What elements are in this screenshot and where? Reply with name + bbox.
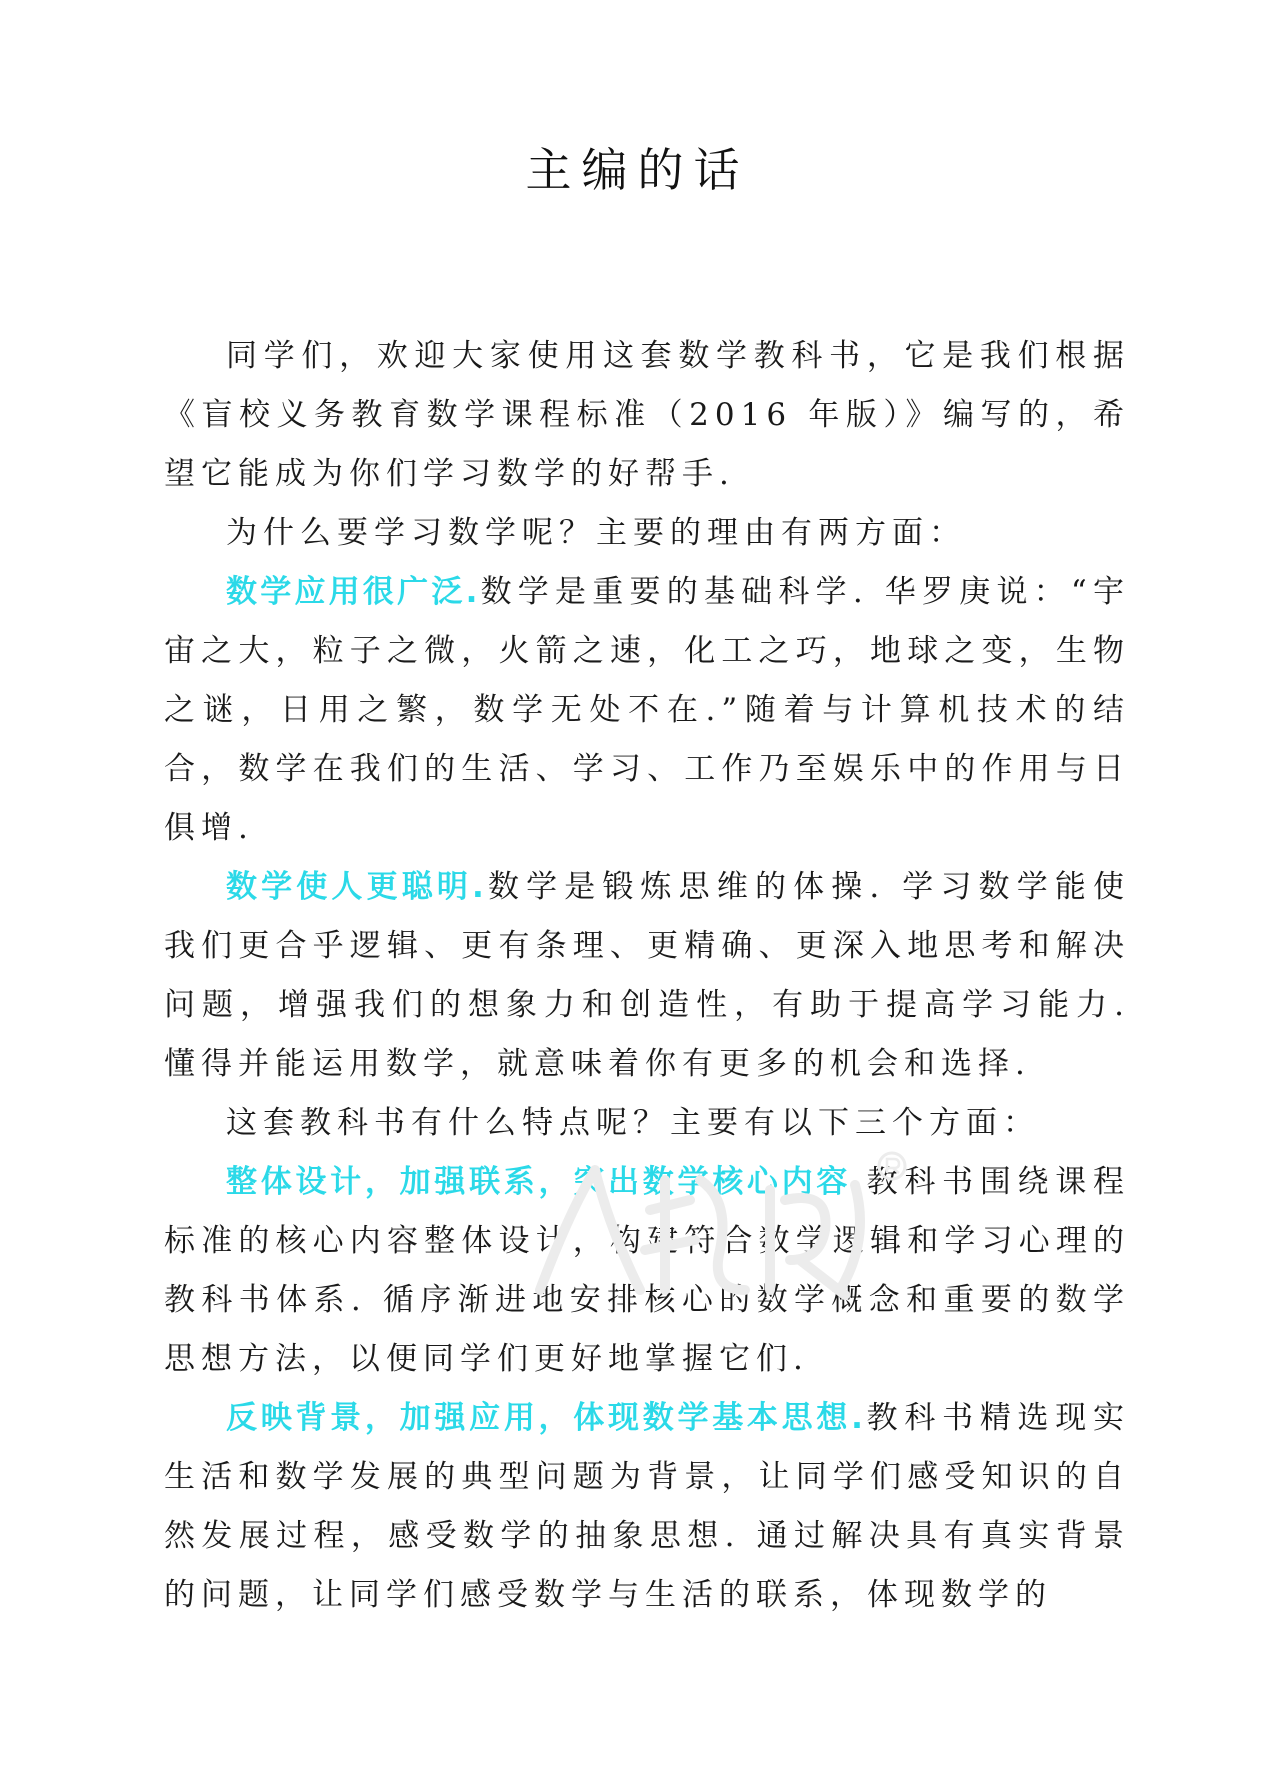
- paragraph-7-highlight: 反映背景，加强应用，体现数学基本思想.: [226, 1400, 866, 1436]
- paragraph-4-highlight: 数学使人更聪明.: [226, 869, 487, 905]
- paragraph-3-text: 数学是重要的基础科学. 华罗庚说：“宇宙之大，粒子之微，火箭之速，化工之巧，地球之变，生物之谜，日用之繁，数学无处不在.”随着与计算机技术的结合，数学在我们的生活、学习、工作乃至娱乐中的作用与日俱增.: [164, 574, 1130, 846]
- paragraph-7: [164, 1389, 1130, 1625]
- body-text: [164, 327, 1130, 1625]
- page-title: 主编的话: [525, 143, 750, 197]
- paragraph-1-text: 同学们，欢迎大家使用这套数学教科书，它是我们根据《盲校义务教育数学课程标准（2016 年版）》编写的，希望它能成为你们学习数学的好帮手.: [164, 338, 1130, 492]
- paragraph-6-text: 教科书围绕课程标准的核心内容整体设计，构建符合数学逻辑和学习心理的教科书体系. 循序渐进地安排核心的数学概念和重要的数学思想方法，以便同学们更好地掌握它们.: [164, 1164, 1131, 1377]
- paragraph-3: [164, 563, 1130, 858]
- paragraph-4: [164, 858, 1130, 1094]
- paragraph-6-highlight: 整体设计，加强联系，突出数学核心内容.: [226, 1164, 866, 1200]
- paragraph-1: [164, 327, 1130, 504]
- paragraph-2: [164, 504, 1130, 563]
- paragraph-2-text: 为什么要学习数学呢？主要的理由有两方面：: [226, 515, 966, 551]
- paragraph-3-highlight: 数学应用很广泛.: [226, 574, 481, 610]
- paragraph-5: [164, 1094, 1130, 1153]
- paragraph-4-text: 数学是锻炼思维的体操. 学习数学能使我们更合乎逻辑、更有条理、更精确、更深入地思考和解决问题，增强我们的想象力和创造性，有助于提高学习能力. 懂得并能运用数学，就意味着你有更多的机会和选择.: [164, 869, 1130, 1082]
- paragraph-7-text: 教科书精选现实生活和数学发展的典型问题为背景，让同学们感受知识的自然发展过程，感受数学的抽象思想. 通过解决具有真实背景的问题，让同学们感受数学与生活的联系，体现数学的: [164, 1400, 1131, 1613]
- paragraph-5-text: 这套教科书有什么特点呢？主要有以下三个方面：: [226, 1105, 1040, 1141]
- paragraph-6: [164, 1153, 1130, 1389]
